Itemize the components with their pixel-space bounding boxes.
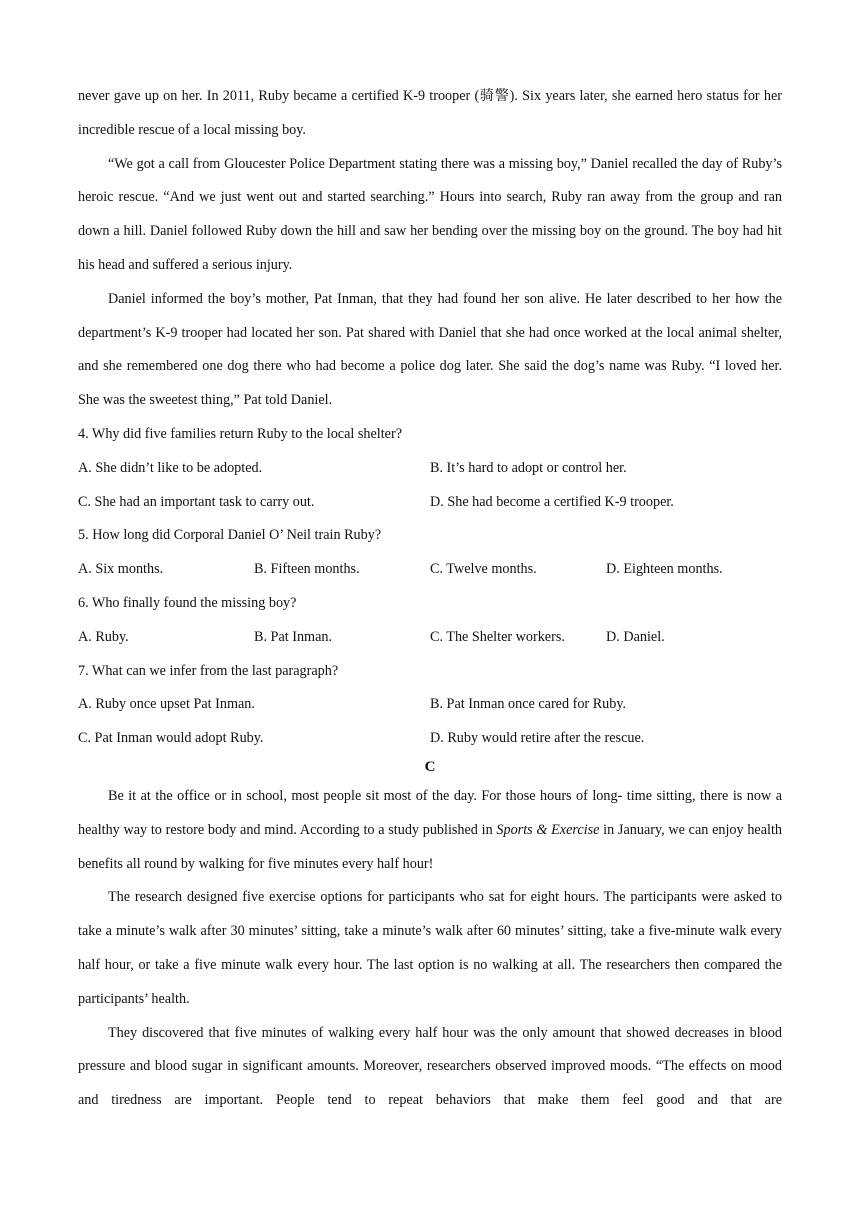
- option-c: C. Twelve months.: [430, 561, 537, 578]
- passage-c-paragraph-2: The research designed five exercise options for participants who sat for eight hours. The participants were asked to take a minute’s walk after 30 minutes’ sitting, take a minute’s walk after 60 minutes’ sitting, take a five-minute walk every half hour, or take a five minute walk every hour. The last option is no walking at all. The researchers then compared the participants’ health.: [78, 889, 782, 1007]
- option-b: B. Fifteen months.: [254, 561, 360, 578]
- option-c: C. Pat Inman would adopt Ruby.: [78, 730, 264, 747]
- option-d: D. Daniel.: [606, 628, 665, 645]
- question-7: [78, 655, 782, 756]
- passage-b-paragraph-1: never gave up on her. In 2011, Ruby became a certified K-9 trooper (骑警). Six years later, she earned hero status for her incredible rescue of a local missing boy.: [78, 88, 782, 138]
- journal-title: Sports & Exercise: [496, 821, 600, 838]
- option-d: D. Ruby would retire after the rescue.: [430, 730, 645, 747]
- document-page: [78, 80, 782, 1152]
- passage-c-p1-text-start: Be it at the office or in school, most people sit most of the day. For those hours of long- time sitting, there is now a healthy way to restore body and mind. According to a study published in: [78, 787, 782, 838]
- passage-b-paragraph-3: Daniel informed the boy’s mother, Pat Inman, that they had found her son alive. He later described to her how the department’s K-9 trooper had located her son. Pat shared with Daniel that she had once worked at the local animal shelter, and she remembered one dog there who had become a police dog later. She said the dog’s name was Ruby. “I loved her. She was the sweetest thing,” Pat told Daniel.: [78, 290, 782, 409]
- option-b: B. Pat Inman.: [254, 628, 333, 645]
- question-6: [78, 587, 782, 655]
- option-d: D. Eighteen months.: [606, 561, 723, 578]
- option-b: B. Pat Inman once cared for Ruby.: [430, 696, 627, 713]
- passage-b-paragraph-2: “We got a call from Gloucester Police Department stating there was a missing boy,” Daniel recalled the day of Ruby’s heroic rescue. “And we just went out and started searching.” Hours into search, Ruby ran away from the group and ran down a hill. Daniel followed Ruby down the hill and saw her bending over the missing boy on the ground. The boy had hit his head and suffered a serious injury.: [78, 155, 782, 273]
- question-stem: 4. Why did five families return Ruby to the local shelter?: [78, 425, 402, 442]
- option-a: A. Ruby once upset Pat Inman.: [78, 696, 255, 713]
- question-5: [78, 519, 782, 587]
- passage-c-p1-text-end: in January, we can enjoy health benefits all round by walking for five minutes every half hour!: [78, 821, 782, 872]
- passage-c-paragraph-3: They discovered that five minutes of walking every half hour was the only amount that showed decreases in blood pressure and blood sugar in significant amounts. Moreover, researchers observed improved moods. “The effects on mood and tiredness are important. People tend to repeat behaviors that make them feel good and that are: [78, 1024, 782, 1109]
- option-b: B. It’s hard to adopt or control her.: [430, 459, 627, 476]
- option-a: A. Six months.: [78, 561, 164, 578]
- option-c: C. She had an important task to carry out.: [78, 493, 315, 510]
- passage-c-paragraph-1: [78, 780, 782, 881]
- question-stem: 5. How long did Corporal Daniel O’ Neil train Ruby?: [78, 527, 382, 544]
- option-d: D. She had become a certified K-9 trooper.: [430, 493, 674, 510]
- option-a: A. She didn’t like to be adopted.: [78, 459, 263, 476]
- question-stem: 7. What can we infer from the last paragraph?: [78, 662, 339, 679]
- section-heading-c: C: [424, 758, 436, 775]
- option-c: C. The Shelter workers.: [430, 628, 565, 645]
- option-a: A. Ruby.: [78, 628, 129, 645]
- question-stem: 6. Who finally found the missing boy?: [78, 594, 297, 611]
- question-4: [78, 418, 782, 519]
